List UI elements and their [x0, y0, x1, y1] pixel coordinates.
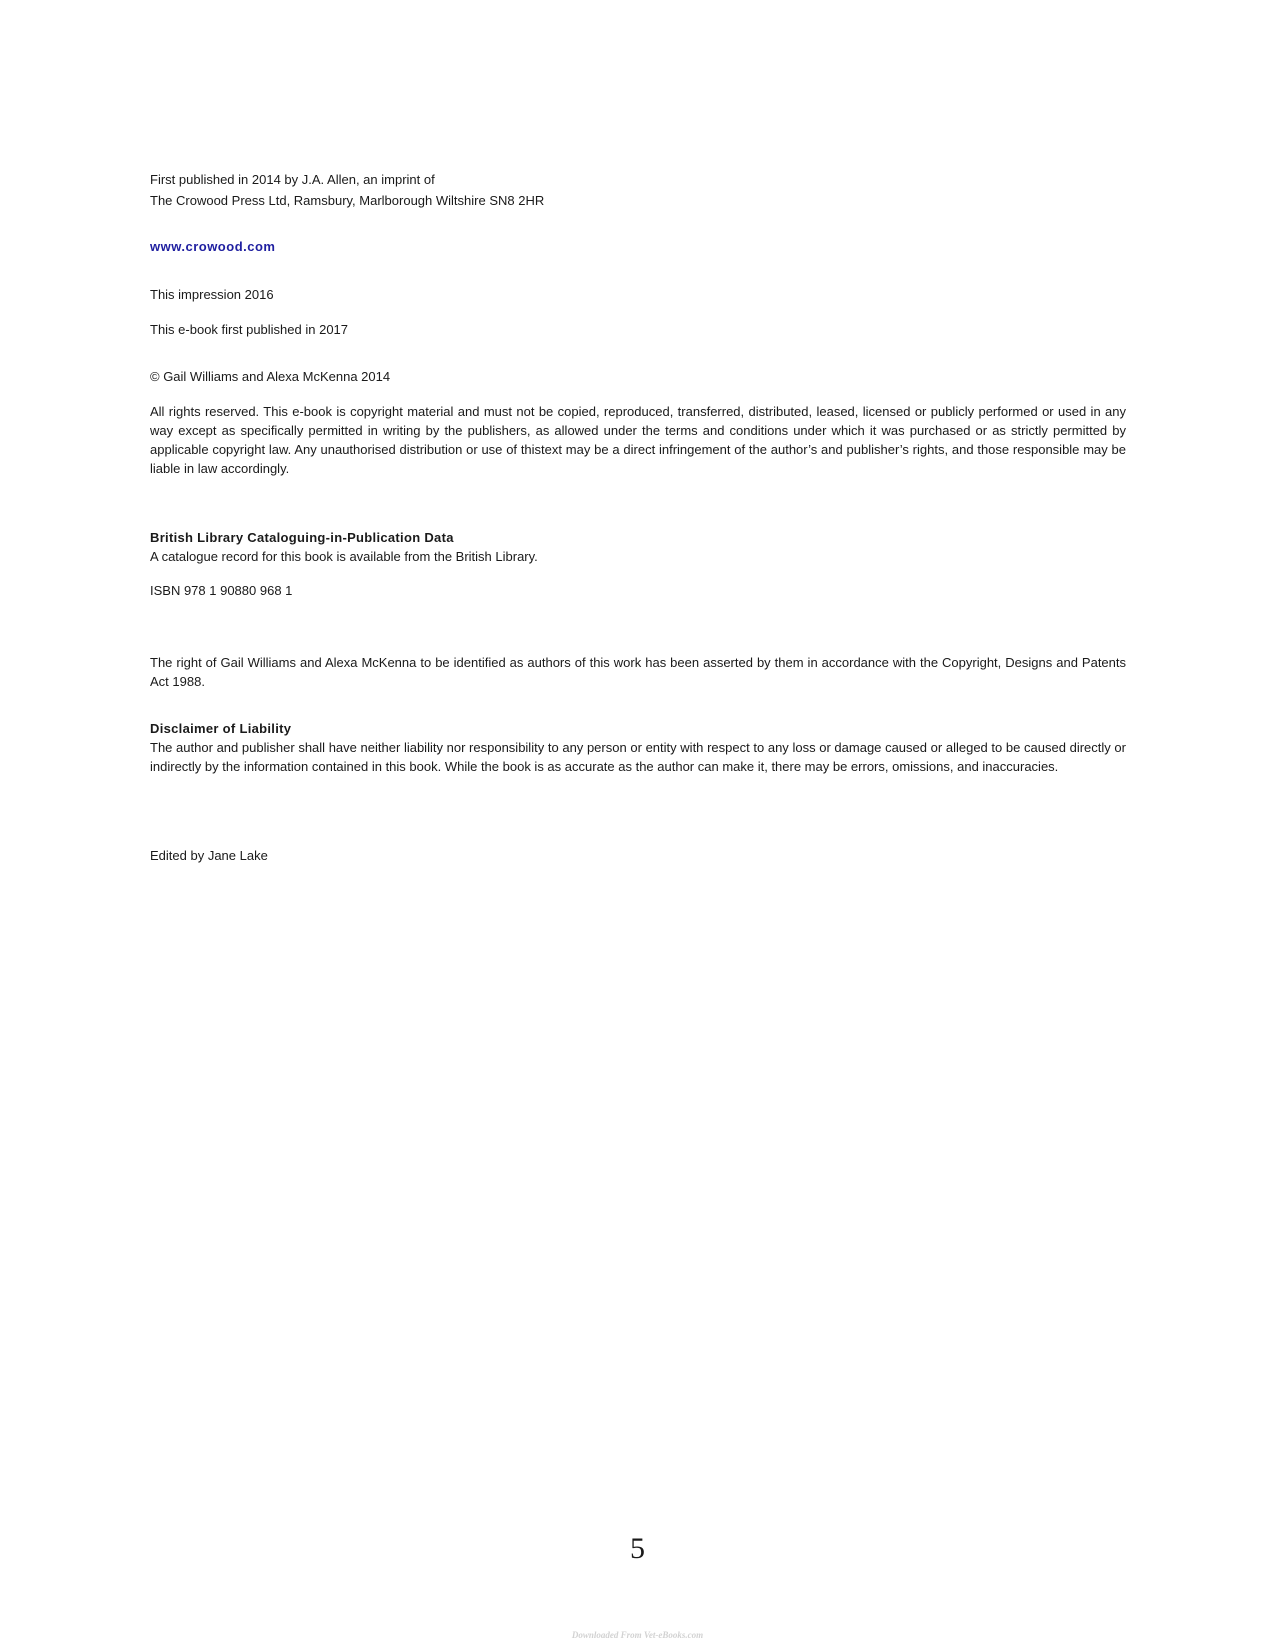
editor-credit: Edited by Jane Lake	[150, 848, 268, 863]
disclaimer-section	[150, 719, 1126, 776]
website-block	[150, 237, 1126, 256]
cataloguing-heading: British Library Cataloguing-in-Publication Data	[150, 530, 454, 545]
disclaimer-text: The author and publisher shall have neither liability nor responsibility to any person or entity with respect to any loss or damage caused or alleged to be caused directly or indirectly by the information contained in this book. While the book is as accurate as the author can make it, there may be errors, omissions, and inaccuracies.	[150, 740, 1126, 774]
page-number: 5	[630, 1532, 645, 1565]
rights-paragraph: All rights reserved. This e-book is copyright material and must not be copied, reproduced, transferred, distributed, leased, licensed or publicly performed or used in any way except as specifically permitted in writing by the publishers, as allowed under the terms and conditions under which it was purchased or as strictly permitted by applicable copyright law. Any unauthorised distribution or use of thistext may be a direct infringement of the author’s and publisher’s rights, and those responsible may be liable in law accordingly.	[150, 404, 1126, 476]
authors-right-paragraph: The right of Gail Williams and Alexa McKenna to be identified as authors of this work has been asserted by them in accordance with the Copyright, Designs and Patents Act 1988.	[150, 655, 1126, 689]
cataloguing-section	[150, 528, 1126, 566]
copyright-notice: © Gail Williams and Alexa McKenna 2014	[150, 369, 391, 384]
publication-line-2: The Crowood Press Ltd, Ramsbury, Marlborough Wiltshire SN8 2HR	[150, 193, 545, 208]
website-link[interactable]: www.crowood.com	[150, 239, 276, 254]
download-watermark: Downloaded From Vet-eBooks.com	[571, 1630, 704, 1640]
cataloguing-text: A catalogue record for this book is available from the British Library.	[150, 549, 538, 564]
publication-info	[150, 169, 1126, 211]
isbn: ISBN 978 1 90880 968 1	[150, 583, 293, 598]
impression-note: This impression 2016	[150, 287, 274, 302]
ebook-note: This e-book first published in 2017	[150, 322, 349, 337]
disclaimer-heading: Disclaimer of Liability	[150, 721, 292, 736]
publication-line-1: First published in 2014 by J.A. Allen, an imprint of	[150, 172, 435, 187]
